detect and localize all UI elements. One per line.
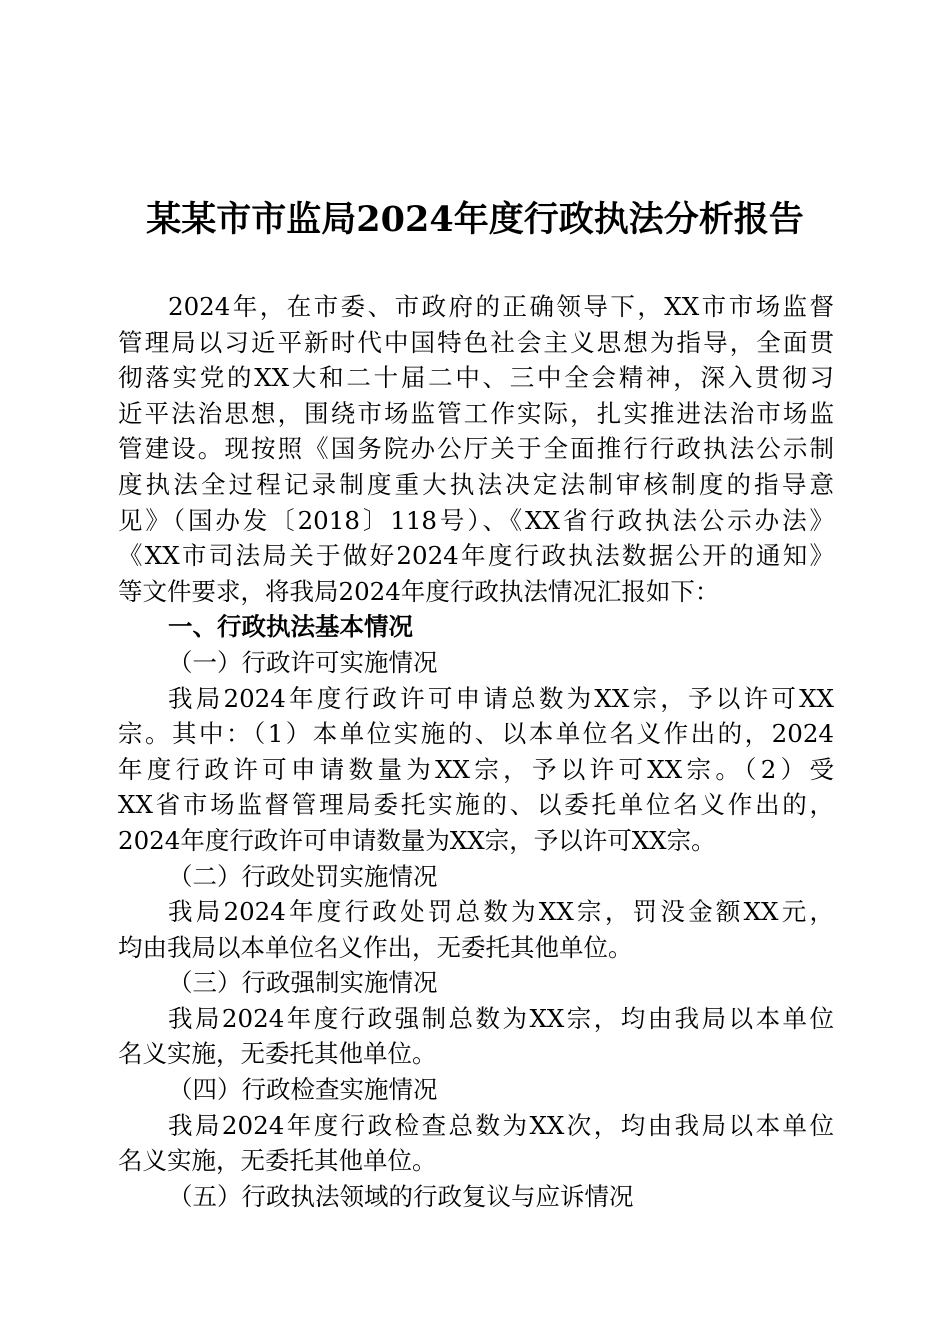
paragraph-line: 年度行政许可申请数量为XX宗，予以许可XX宗。（2）受 xyxy=(118,754,834,784)
subsection-heading: （四）行政检查实施情况 xyxy=(168,1075,438,1105)
paragraph-line: 彻落实党的XX大和二十届二中、三中全会精神，深入贯彻习 xyxy=(118,363,834,393)
paragraph-line: 等文件要求，将我局2024年度行政执法情况汇报如下： xyxy=(118,576,720,606)
subsection-heading: （一）行政许可实施情况 xyxy=(168,647,438,677)
paragraph-line: 均由我局以本单位名义作出，无委托其他单位。 xyxy=(118,932,633,962)
paragraph-line: 我局2024年度行政强制总数为XX宗，均由我局以本单位 xyxy=(168,1003,834,1033)
paragraph-line: 度执法全过程记录制度重大执法决定法制审核制度的指导意 xyxy=(118,469,834,499)
paragraph-line: 我局2024年度行政许可申请总数为XX宗，予以许可XX xyxy=(168,683,834,713)
subsection-heading: （三）行政强制实施情况 xyxy=(168,968,438,998)
paragraph-line: 管建设。现按照《国务院办公厅关于全面推行行政执法公示制 xyxy=(118,434,834,464)
paragraph-line: 名义实施，无委托其他单位。 xyxy=(118,1039,437,1069)
section-heading: 一、行政执法基本情况 xyxy=(168,612,413,642)
paragraph-line: 近平法治思想，围绕市场监管工作实际，扎实推进法治市场监 xyxy=(118,398,834,428)
paragraph-line: 2024年，在市委、市政府的正确领导下，XX市市场监督 xyxy=(168,292,834,321)
paragraph-line: 2024年度行政许可申请数量为XX宗，予以许可XX宗。 xyxy=(118,825,716,855)
paragraph-line: 我局2024年度行政处罚总数为XX宗，罚没金额XX元， xyxy=(168,897,834,927)
document-title: 某某市市监局2024年度行政执法分析报告 xyxy=(146,199,804,240)
paragraph-line: 《XX市司法局关于做好2024年度行政执法数据公开的通知》 xyxy=(118,541,834,571)
paragraph-line: 见》（国办发〔2018〕118号）、《XX省行政执法公示办法》 xyxy=(118,505,834,535)
paragraph-line: 宗。其中：（1）本单位实施的、以本单位名义作出的，2024 xyxy=(118,719,834,749)
paragraph-line: 我局2024年度行政检查总数为XX次，均由我局以本单位 xyxy=(168,1110,834,1140)
paragraph-line: 名义实施，无委托其他单位。 xyxy=(118,1146,437,1176)
document-body xyxy=(118,289,834,1214)
paragraph-line: XX省市场监督管理局委托实施的、以委托单位名义作出的， xyxy=(118,790,834,820)
paragraph-line: 管理局以习近平新时代中国特色社会主义思想为指导，全面贯 xyxy=(118,327,834,357)
subsection-heading: （二）行政处罚实施情况 xyxy=(168,861,438,891)
subsection-heading: （五）行政执法领域的行政复议与应诉情况 xyxy=(168,1181,634,1211)
